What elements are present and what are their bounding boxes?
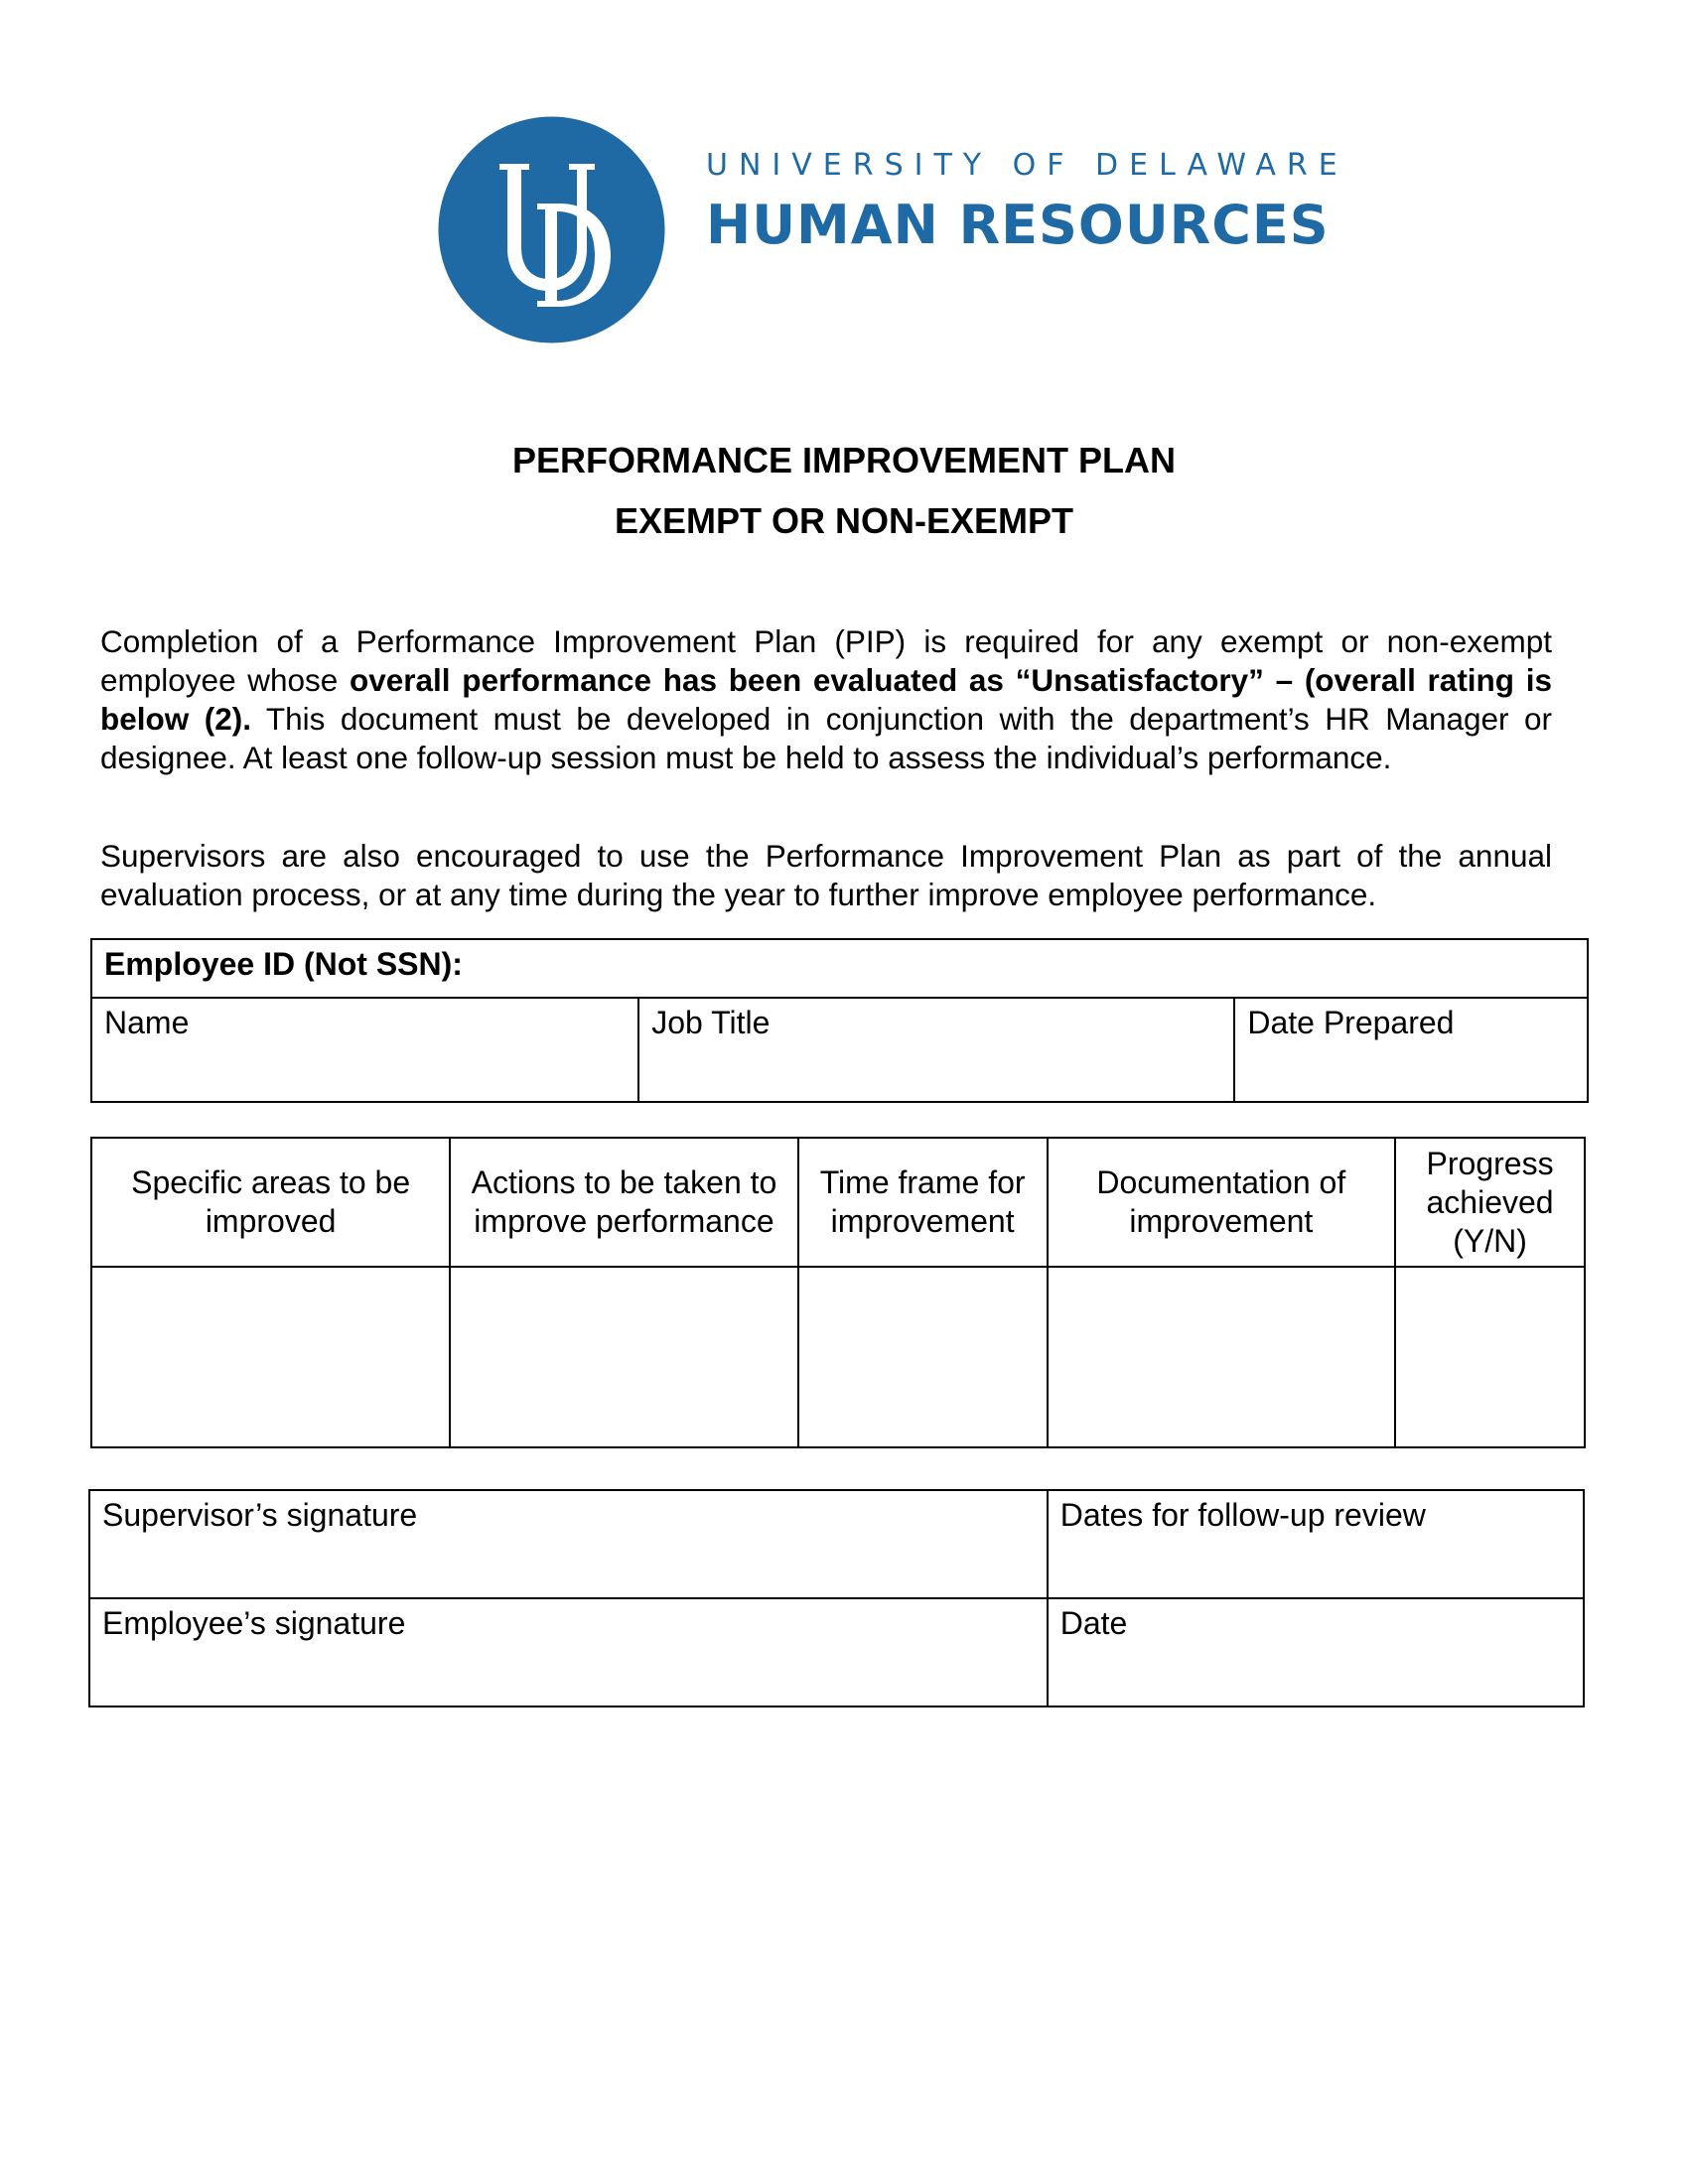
name-label: Name — [104, 1005, 190, 1040]
job-title-field[interactable] — [638, 998, 1234, 1102]
documentation-cell[interactable] — [1048, 1267, 1396, 1447]
intro-p1-bold: overall performance has been evaluated as “Unsatisfactory” – (overall rating is below (2). — [100, 662, 1552, 737]
employee-id-field[interactable] — [91, 939, 1588, 998]
date-prepared-field[interactable] — [1234, 998, 1588, 1102]
header-time-frame: Time frame for improvement — [798, 1138, 1048, 1267]
date-field[interactable] — [1048, 1598, 1584, 1706]
ud-seal-logo — [438, 116, 665, 343]
signature-table — [88, 1489, 1585, 1707]
time-frame-cell[interactable] — [798, 1267, 1048, 1447]
intro-paragraph-2: Supervisors are also encouraged to use the Performance Improvement Plan as part of the annual evaluation process, or at any time during the year to further improve employee performance. — [100, 838, 1552, 912]
intro-p1-start: Completion of a Performance Improvement Plan (PIP) is required for any exempt or non-exempt employee whose — [100, 623, 1552, 698]
employee-info-table — [90, 938, 1589, 1103]
intro-paragraph-1 — [100, 622, 1552, 777]
department-name: HUMAN RESOURCES — [706, 194, 1330, 256]
header-progress: Progress achieved (Y/N) — [1395, 1138, 1585, 1267]
name-field[interactable] — [91, 998, 638, 1102]
header-documentation: Documentation of improvement — [1048, 1138, 1396, 1267]
improvement-plan-table — [90, 1137, 1586, 1448]
ud-hr-logo — [438, 116, 1348, 346]
job-title-label: Job Title — [651, 1005, 771, 1040]
supervisor-signature-field[interactable] — [89, 1490, 1048, 1598]
university-name: UNIVERSITY OF DELAWARE — [706, 148, 1348, 183]
followup-dates-label: Dates for follow-up review — [1059, 1497, 1426, 1533]
employee-id-label: Employee ID (Not SSN): — [104, 946, 463, 982]
date-label: Date — [1059, 1605, 1128, 1641]
document-title: PERFORMANCE IMPROVEMENT PLAN — [511, 440, 1177, 480]
date-prepared-label: Date Prepared — [1247, 1005, 1455, 1040]
employee-signature-field[interactable] — [89, 1598, 1048, 1706]
actions-cell[interactable] — [450, 1267, 797, 1447]
supervisor-signature-label: Supervisor’s signature — [102, 1497, 418, 1533]
header-specific-areas: Specific areas to be improved — [91, 1138, 450, 1267]
specific-areas-cell[interactable] — [91, 1267, 450, 1447]
followup-dates-field[interactable] — [1048, 1490, 1584, 1598]
document-subtitle: EXEMPT OR NON-EXEMPT — [614, 500, 1074, 541]
employee-signature-label: Employee’s signature — [102, 1605, 406, 1641]
progress-cell[interactable] — [1395, 1267, 1585, 1447]
intro-p1-end: This document must be developed in conjunction with the department’s HR Manager or designee. At least one follow-up session must be held to assess the individual’s performance. — [100, 701, 1553, 775]
header-actions: Actions to be taken to improve performance — [450, 1138, 797, 1267]
